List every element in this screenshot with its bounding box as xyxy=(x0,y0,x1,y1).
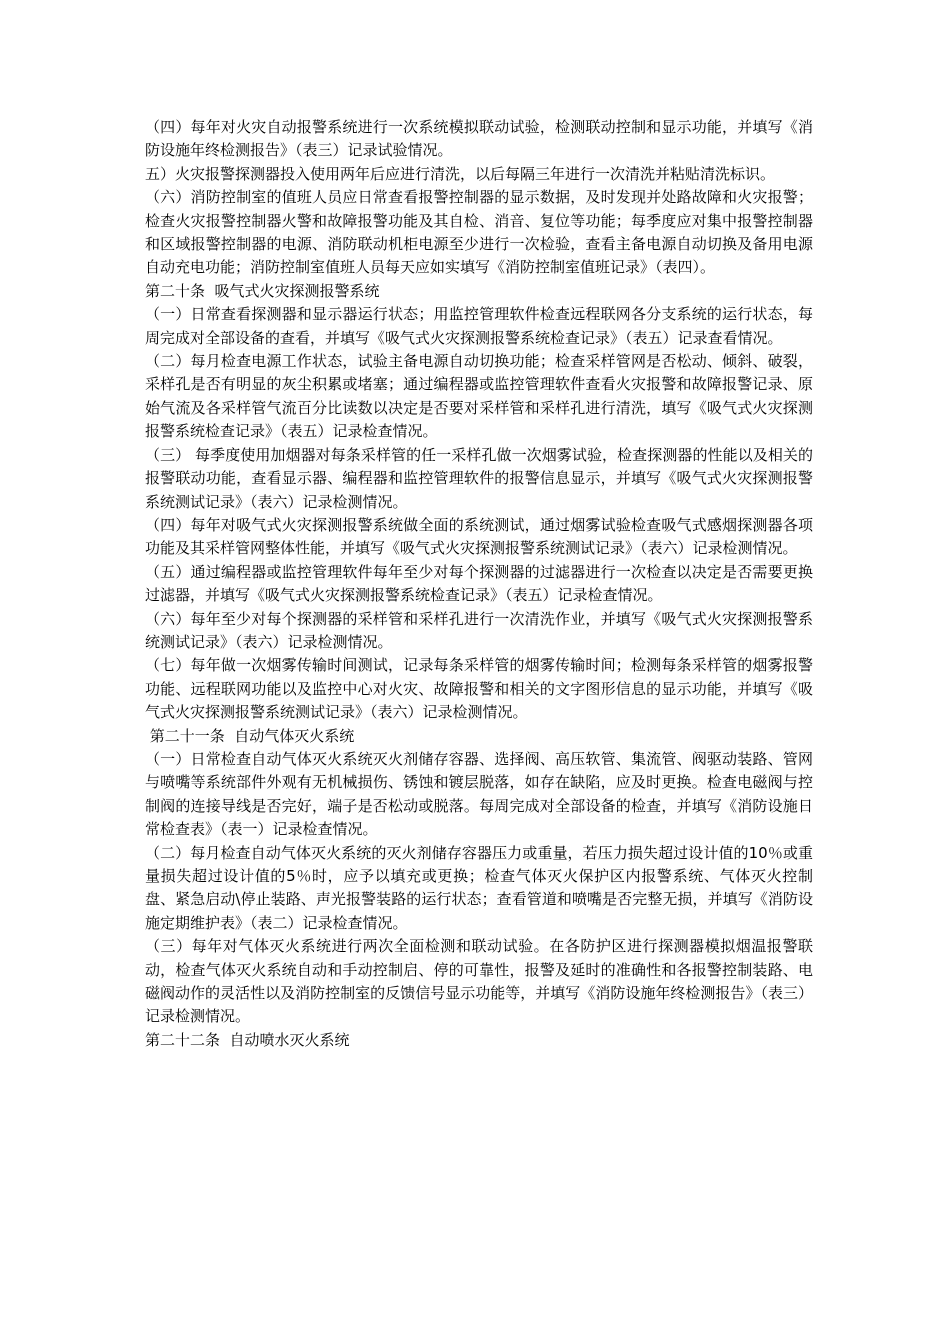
article-21-heading: 第二十一条 自动气体灭火系统 xyxy=(145,726,355,745)
paragraph-article-20-item-7: （七）每年做一次烟雾传输时间测试，记录每条采样管的烟雾传输时间；检测每条采样管的烟雾报警功能、远程联网功能以及监控中心对火灾、故障报警和相关的文字图形信息的显示功能，并填写《吸气式火灾探测报警系统测试记录》（表六）记录检测情况。 xyxy=(145,656,813,722)
paragraph-detector-cleaning: 五）火灾报警探测器投入使用两年后应进行清洗，以后每隔三年进行一次清洗并粘贴清洗标识。 xyxy=(145,164,776,183)
article-22-heading: 第二十二条 自动喷水灭火系统 xyxy=(145,1030,350,1049)
paragraph-article-21-item-1: （一）日常检查自动气体灭火系统灭火剂储存容器、选择阀、高压软管、集流管、阀驱动装路、管网与喷嘴等系统部件外观有无机械损伤、锈蚀和镀层脱落，如存在缺陷，应及时更换。检查电磁阀与控制阀的连接导线是否完好，端子是否松动或脱落。每周完成对全部设备的检查，并填写《消防设施日常检查表》（表一）记录检查情况。 xyxy=(145,749,813,839)
document-body xyxy=(145,116,813,1052)
paragraph-article-20-item-5: （五）通过编程器或监控管理软件每年至少对每个探测器的过滤器进行一次检查以决定是否需要更换过滤器，并填写《吸气式火灾探测报警系统检查记录》（表五）记录检查情况。 xyxy=(145,562,813,605)
paragraph-article-21-item-2: （二）每月检查自动气体灭火系统的灭火剂储存容器压力或重量，若压力损失超过设计值的10％或重量损失超过设计值的5％时，应予以填充或更换；检查气体灭火保护区内报警系统、气体灭火控制盘、紧急启动\停止装路、声光报警装路的运行状态；查看管道和喷嘴是否完整无损，并填写《消防设施定期维护表》（表二）记录检查情况。 xyxy=(145,843,813,932)
paragraph-article-20-item-4: （四）每年对吸气式火灾探测报警系统做全面的系统测试，通过烟雾试验检查吸气式感烟探测器各项功能及其采样管网整体性能，并填写《吸气式火灾探测报警系统测试记录》（表六）记录检测情况。 xyxy=(145,515,813,558)
paragraph-article-20-item-3: （三） 每季度使用加烟器对每条采样管的任一采样孔做一次烟雾试验，检查探测器的性能以及相关的报警联动功能，查看显示器、编程器和监控管理软件的报警信息显示，并填写《吸气式火灾探测报警系统测试记录》（表六）记录检测情况。 xyxy=(145,445,813,511)
paragraph-article-21-item-3: （三）每年对气体灭火系统进行两次全面检测和联动试验。在各防护区进行探测器模拟烟温报警联动，检查气体灭火系统自动和手动控制启、停的可靠性，报警及延时的准确性和各报警控制装路、电磁阀动作的灵活性以及消防控制室的反馈信号显示功能等，并填写《消防设施年终检测报告》（表三）记录检测情况。 xyxy=(145,937,813,1026)
paragraph-article-20-item-6: （六）每年至少对每个探测器的采样管和采样孔进行一次清洗作业，并填写《吸气式火灾探测报警系统测试记录》（表六）记录检测情况。 xyxy=(145,609,813,651)
paragraph-article-20-item-2: （二）每月检查电源工作状态，试验主备电源自动切换功能；检查采样管网是否松动、倾斜、破裂，采样孔是否有明显的灰尘积累或堵塞；通过编程器或监控管理软件查看火灾报警和故障报警记录、原始气流及各采样管气流百分比读数以决定是否要对采样管和采样孔进行清洗，填写《吸气式火灾探测报警系统检查记录》（表五）记录检查情况。 xyxy=(145,352,813,441)
paragraph-article-20-item-1: （一）日常查看探测器和显示器运行状态；用监控管理软件检查远程联网各分支系统的运行状态，每周完成对全部设备的查看，并填写《吸气式火灾探测报警系统检查记录》（表五）记录查看情况。 xyxy=(145,305,813,347)
paragraph-control-room-duty: （六）消防控制室的值班人员应日常查看报警控制器的显示数据，及时发现并处路故障和火灾报警；检查火灾报警控制器火警和故障报警功能及其自检、消音、复位等功能；每季度应对集中报警控制器和区域报警控制器的电源、消防联动机柜电源至少进行一次检验，查看主备电源自动切换及备用电源自动充电功能；消防控制室值班人员每天应如实填写《消防控制室值班记录》（表四）。 xyxy=(145,188,813,277)
article-20-heading: 第二十条 吸气式火灾探测报警系统 xyxy=(145,281,380,300)
paragraph-annual-alarm-linkage-test: （四）每年对火灾自动报警系统进行一次系统模拟联动试验，检测联动控制和显示功能，并填写《消防设施年终检测报告》（表三）记录试验情况。 xyxy=(145,118,813,160)
